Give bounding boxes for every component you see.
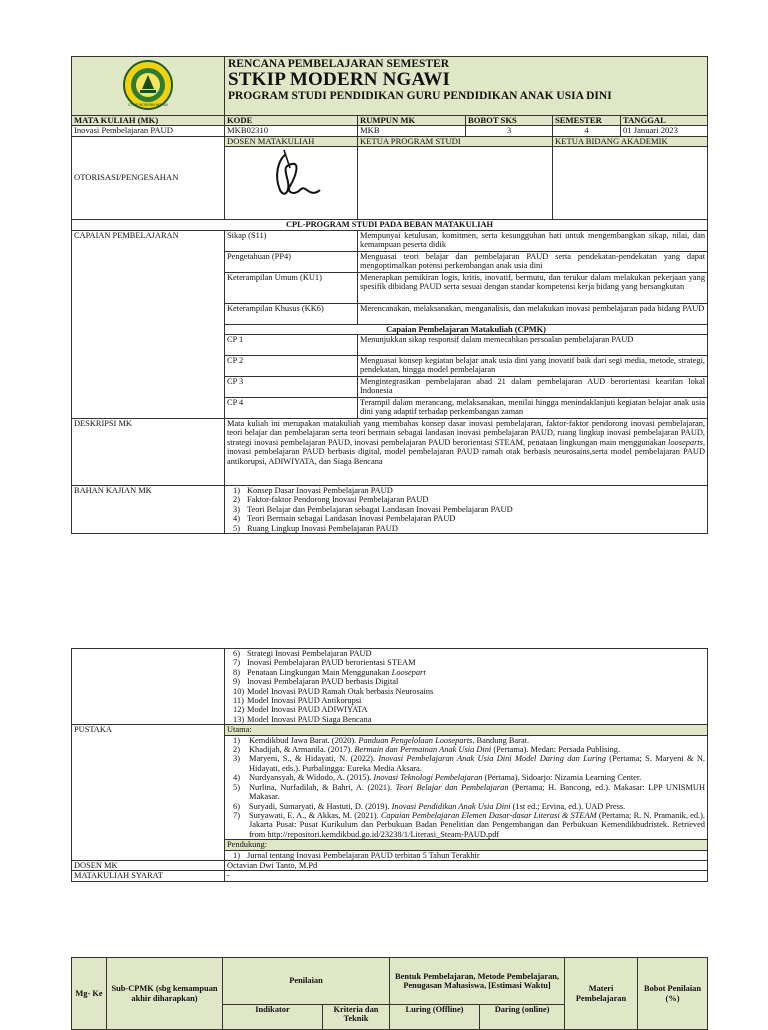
- reference-publisher: (Pertama). Medan: Persada Publising.: [491, 745, 621, 755]
- role-kaprodi: KETUA PROGRAM STUDI: [358, 136, 553, 146]
- label-mata-kuliah: MATA KULIAH (MK): [72, 116, 225, 126]
- reference-title: Inovasi Pembelajaran Anak Usia Dini Model Daring dan Luring: [378, 754, 606, 764]
- reference-item: [227, 783, 705, 802]
- cpl-code: Keterampilan Umum (KU1): [225, 272, 358, 303]
- value-tanggal: 01 Januari 2023: [621, 126, 708, 136]
- subheader-daring: Daring (online): [480, 1005, 565, 1030]
- reference-text: [249, 736, 705, 745]
- reference-text: [249, 745, 705, 754]
- reference-title: Capaian Pembelajaran Elemen Dasar-dasar Literasi & STEAM: [380, 810, 597, 820]
- pustaka-label: PUSTAKA: [72, 725, 225, 861]
- cpl-text: Menguasai teori belajar dan pembelajaran PAUD serta pendekatan-pendekatan yang dapat mengoptimalkan potensi perkembangan anak usia dini: [358, 251, 708, 272]
- cpmk-code: CP 3: [225, 377, 358, 398]
- header-minggu: Mg- Ke: [72, 958, 107, 1030]
- syarat-row: [72, 871, 708, 881]
- list-item: [227, 649, 705, 658]
- list-item-text: Model Inovasi PAUD Siaga Bencana: [247, 714, 372, 724]
- list-item-number: 3): [233, 504, 240, 514]
- reference-item: [227, 754, 705, 773]
- reference-authors: Nurdyansyah, & Widodo, A. (2015).: [249, 773, 374, 783]
- dosen-label: DOSEN MK: [72, 860, 225, 870]
- cpl-row-s11: [72, 230, 708, 251]
- value-kode: MKB02310: [225, 126, 358, 136]
- list-item: [227, 851, 705, 860]
- bahan-row: [72, 486, 708, 534]
- bahan-continued-cell: [225, 649, 708, 725]
- list-item-number: 8): [233, 667, 240, 677]
- otorisasi-role-row: [72, 136, 708, 146]
- list-item-number: 9): [233, 677, 240, 687]
- reference-number: 1): [233, 735, 240, 745]
- reference-item: [227, 773, 705, 782]
- list-item-text: Ruang Lingkup Inovasi Pembelajaran PAUD: [247, 523, 398, 533]
- rencana-header-row: [72, 958, 708, 1005]
- list-item: [227, 715, 705, 724]
- reference-item: [227, 802, 705, 811]
- reference-title: Inovasi Teknologi Pembelajaran: [373, 773, 483, 783]
- cpl-text: Merencanakan, melaksanakan, menganalisis, dan melakukan inovasi pembelajaran pada bidang PAUD: [358, 303, 708, 324]
- header-row: [72, 57, 708, 116]
- header-penilaian: Penilaian: [223, 958, 390, 1005]
- list-item-text: Model Inovasi PAUD Ramah Otak berbasis Neurosains: [247, 686, 434, 696]
- reference-title: Inovasi Pendidikan Anak Usia Dini: [391, 801, 511, 811]
- label-kode: KODE: [225, 116, 358, 126]
- label-tanggal: TANGGAL: [621, 116, 708, 126]
- cpl-title-row: [72, 220, 708, 230]
- reference-publisher: (Pertama; R. N. Pramanik, ed.). Jakarta Pusat: Pusat Kurikulum dan Perbukuan Badan Penelitian dan Pengembangan dan Perbukuan Kemendikbudristek. Retrieved from http://repositori.kemdikbud.go.id/23238/1/Literasi_Steam-PAUD.pdf: [249, 810, 706, 839]
- rps-table-page2: [71, 648, 708, 882]
- signature-cell-dosen: [225, 147, 358, 220]
- dosen-row: [72, 860, 708, 870]
- value-semester: 4: [553, 126, 621, 136]
- bahan-list-page2: [227, 649, 705, 724]
- course-label-row: [72, 116, 708, 126]
- pustaka-pendukung-list: [227, 851, 705, 860]
- bahan-list-cell: [225, 486, 708, 534]
- pustaka-pendukung-cell: [225, 850, 708, 860]
- role-akademik: KETUA BIDANG AKADEMIK: [553, 136, 708, 146]
- signature-cell-akademik: [553, 147, 708, 220]
- deskripsi-text: Mata kuliah ini merupakan matakuliah yang membahas konsep dasar inovasi pembelajaran, faktor-faktor pendorong inovasi pembelajaran, teori belajar dan pembelajaran serta teori bermain sebagai landasan inovasi pembelajaran PAUD, ruang lingkup inovasi pembelajaran PAUD, strategi inovasi pembelajaran PAUD, inovasi pembelajaran PAUD berorientasi STEAM, penataan lingkungan main menggunakan looseparts, inovasi pembelajaran PAUD berbasis digital, model pembelajaran PAUD ramah otak berbasis neurosains,serta model pembelajaran PAUD antikorupsi, ADIWIYATA, dan Siaga Bencana: [225, 419, 708, 486]
- reference-authors: Maryeni, S., & Hidayati, N. (2022).: [249, 754, 379, 764]
- value-rumpun: MKB: [358, 126, 466, 136]
- reference-number: 4): [233, 773, 240, 783]
- list-item-number: 5): [233, 523, 240, 533]
- list-item-number: 12): [233, 705, 245, 715]
- cpl-text: Menerapkan pemikiran logis, kritis, inovatif, bermutu, dan terukur dalam melakukan pekerjaan yang spesifik dibidang PAUD serta sesuai dengan standar kompetensi kerja bidang yang bersangkutan: [358, 272, 708, 303]
- list-item: [227, 705, 705, 714]
- list-item-number: 2): [233, 495, 240, 505]
- cpmk-text: Mengintegrasikan pembelajaran abad 21 dalam pembelajaran AUD berorientasi kearifan lokal Indonesia: [358, 377, 708, 398]
- list-item-text: Inovasi Pembelajaran PAUD berbasis Digital: [247, 677, 399, 687]
- cpmk-text: Menguasai konsep kegiatan belajar anak usia dini yang inovatif baik dari segi media, metode, strategi, pendekatan, hingga model pembelajaran: [358, 356, 708, 377]
- list-item: [227, 524, 705, 533]
- rps-table-page1: [71, 56, 708, 534]
- cpmk-code: CP 2: [225, 356, 358, 377]
- program-name: PROGRAM STUDI PENDIDIKAN GURU PENDIDIKAN ANAK USIA DINI: [228, 90, 612, 102]
- reference-authors: Suryawati, E. A., & Akkas, M. (2021).: [249, 810, 381, 820]
- list-item-number: 4): [233, 514, 240, 524]
- list-item: [227, 505, 705, 514]
- reference-title: Teori Belajar dan Pembelajaran: [395, 782, 509, 792]
- reference-text: [249, 783, 705, 802]
- list-item: [227, 696, 705, 705]
- list-item-text: Jurnal tentang Inovasi Pembelajaran PAUD terbitan 5 Tahun Terakhir: [247, 850, 480, 860]
- cpl-code: Sikap (S11): [225, 230, 358, 251]
- doc-title: RENCANA PEMBELAJARAN SEMESTER: [228, 58, 450, 70]
- reference-number: 6): [233, 801, 240, 811]
- bahan-continued-label: [72, 649, 225, 725]
- list-item-italic: Loosepart: [391, 667, 426, 677]
- list-item-number: 1): [233, 486, 240, 496]
- list-item-text: Penataan Lingkungan Main Menggunakan Loosepart: [247, 667, 426, 677]
- subheader-luring: Luring (Offline): [390, 1005, 480, 1030]
- list-item-text: Model Inovasi PAUD ADIWIYATA: [247, 705, 368, 715]
- cpmk-title: Capaian Pembelajaran Matakuliah (CPMK): [225, 324, 708, 334]
- reference-item: [227, 736, 705, 745]
- reference-item: [227, 745, 705, 754]
- label-rumpun: RUMPUN MK: [358, 116, 466, 126]
- bahan-label: BAHAN KAJIAN MK: [72, 486, 225, 534]
- logo-cell: [72, 57, 225, 116]
- list-item-text: Konsep Dasar Inovasi Pembelajaran PAUD: [247, 486, 393, 496]
- label-semester: SEMESTER: [553, 116, 621, 126]
- pustaka-utama-list: [227, 736, 705, 839]
- cpmk-text: Menunjukkan sikap responsif dalam memecahkan persoalan pembelajaran PAUD: [358, 335, 708, 356]
- otorisasi-label: OTORISASI/PENGESAHAN: [72, 136, 225, 219]
- reference-publisher: . Bandung Barat.: [472, 735, 530, 745]
- title-cell: [225, 57, 708, 116]
- list-item: [227, 658, 705, 667]
- university-logo-icon: [121, 59, 175, 111]
- cpmk-code: CP 4: [225, 398, 358, 419]
- reference-number: 7): [233, 810, 240, 820]
- list-item: [227, 486, 705, 495]
- course-value-row: [72, 126, 708, 136]
- list-item: [227, 687, 705, 696]
- reference-publisher: (Pertama; H. Bancong, ed.). Makasar: LPP UNISMUH Makasar.: [249, 782, 706, 802]
- value-bobot: 3: [466, 126, 553, 136]
- reference-publisher: (1st ed.; Ervina, ed.). UAD Press.: [510, 801, 626, 811]
- reference-item: [227, 811, 705, 839]
- pustaka-utama-label: Utama:: [225, 725, 708, 735]
- reference-authors: Suryadi, Sumaryati, & Hastuti, D. (2019).: [249, 801, 392, 811]
- reference-authors: Khadijah, & Armanila. (2017).: [249, 745, 355, 755]
- list-item-number: 10): [233, 686, 245, 696]
- rencana-table: [71, 957, 708, 1030]
- reference-text: [249, 811, 705, 839]
- list-item-text: Model Inovasi PAUD Antikorupsi: [247, 696, 362, 706]
- header-materi: Materi Pembelajaran: [565, 958, 638, 1030]
- header-bobot: Bobot Penilaian (%): [638, 958, 708, 1030]
- bahan-continued-row: [72, 649, 708, 725]
- pustaka-pendukung-label: Pendukung:: [225, 840, 708, 850]
- cpl-code: Keterampilan Khusus (KK6): [225, 303, 358, 324]
- reference-title: Panduan Pengelolaan Looseparts: [358, 735, 473, 745]
- deskripsi-row: [72, 419, 708, 486]
- label-bobot: BOBOT SKS: [466, 116, 553, 126]
- reference-authors: Kemdikbud Jawa Barat. (2020).: [249, 735, 359, 745]
- reference-authors: Nurlina, Nurfadilah, & Bahri, A. (2021).: [249, 782, 396, 792]
- reference-number: 5): [233, 782, 240, 792]
- reference-publisher: (Pertama; S. Maryeni & N. Hidayati, eds.). Purbalingga: Eureka Media Aksara.: [249, 754, 705, 773]
- list-item-text: Faktor-faktor Pendorong Inovasi Pembelajaran PAUD: [247, 495, 429, 505]
- signature-cell-kaprodi: [358, 147, 553, 220]
- list-item-number: 13): [233, 714, 245, 724]
- subheader-indikator: Indikator: [223, 1005, 323, 1030]
- reference-number: 2): [233, 745, 240, 755]
- reference-title: Bermain dan Permainan Anak Usia Dini: [354, 745, 492, 755]
- value-mata-kuliah: Inovasi Pembelajaran PAUD: [72, 126, 225, 136]
- list-item-number: 7): [233, 658, 240, 668]
- deskripsi-italic: looseparts: [668, 437, 703, 447]
- cpmk-code: CP 1: [225, 335, 358, 356]
- syarat-label: MATAKULIAH SYARAT: [72, 871, 225, 881]
- reference-text: [249, 802, 705, 811]
- list-item-number: 11): [233, 696, 244, 706]
- deskripsi-label: DESKRIPSI MK: [72, 419, 225, 486]
- reference-text: [249, 773, 705, 782]
- list-item-text: Inovasi Pembelajaran PAUD berorientasi STEAM: [247, 658, 416, 668]
- reference-number: 3): [233, 754, 240, 764]
- subheader-kriteria: Kriteria dan Teknik: [323, 1005, 390, 1030]
- cpl-code: Pengetahuan (PP4): [225, 251, 358, 272]
- pustaka-utama-label-row: [72, 725, 708, 735]
- list-item-text: Strategi Inovasi Pembelajaran PAUD: [247, 649, 372, 658]
- list-item: [227, 514, 705, 523]
- header-sub-cpmk: Sub-CPMK (sbg kemampuan akhir diharapkan): [107, 958, 223, 1030]
- logo-text: STKIP MODERN NGAWI: [128, 103, 168, 107]
- institution-name: STKIP MODERN NGAWI: [228, 69, 451, 90]
- header-bentuk: Bentuk Pembelajaran, Metode Pembelajaran, Penugasan Mahasiswa, [Estimasi Waktu]: [390, 958, 565, 1005]
- cpl-title: CPL-PROGRAM STUDI PADA BEBAN MATAKULIAH: [72, 220, 708, 230]
- signature-icon: [256, 147, 326, 209]
- cpmk-text: Terampil dalam merancang, melaksanakan, menilai hingga menindaklanjuti kegiatan belajar anak usia dini yang adaptif terhadap perkembangan zaman: [358, 398, 708, 419]
- capaian-label: CAPAIAN PEMBELAJARAN: [72, 230, 225, 418]
- reference-publisher: (Pertama). Sidoarjo: Nizamia Learning Center.: [482, 773, 642, 783]
- syarat-value: -: [225, 871, 708, 881]
- reference-text: [249, 754, 705, 773]
- role-dosen: DOSEN MATAKULIAH: [225, 136, 358, 146]
- list-item-number: 1): [233, 850, 240, 860]
- list-item: [227, 668, 705, 677]
- list-item: [227, 495, 705, 504]
- bahan-list-page1: [227, 486, 705, 533]
- cpl-text: Mempunyai ketulusan, komitmen, serta kesungguhan hati untuk mengembangkan sikap, nilai, dan kemampuan peserta didik: [358, 230, 708, 251]
- list-item-text: Teori Belajar dan Pembelajaran sebagai Landasan Inovasi Pembelajaran PAUD: [247, 504, 513, 514]
- list-item: [227, 677, 705, 686]
- list-item-text: Teori Bermain sebagai Landasan Inovasi Pembelajaran PAUD: [247, 514, 456, 524]
- dosen-value: Octavian Dwi Tanto, M.Pd: [225, 860, 708, 870]
- list-item-number: 6): [233, 649, 240, 658]
- pustaka-utama-cell: [225, 735, 708, 839]
